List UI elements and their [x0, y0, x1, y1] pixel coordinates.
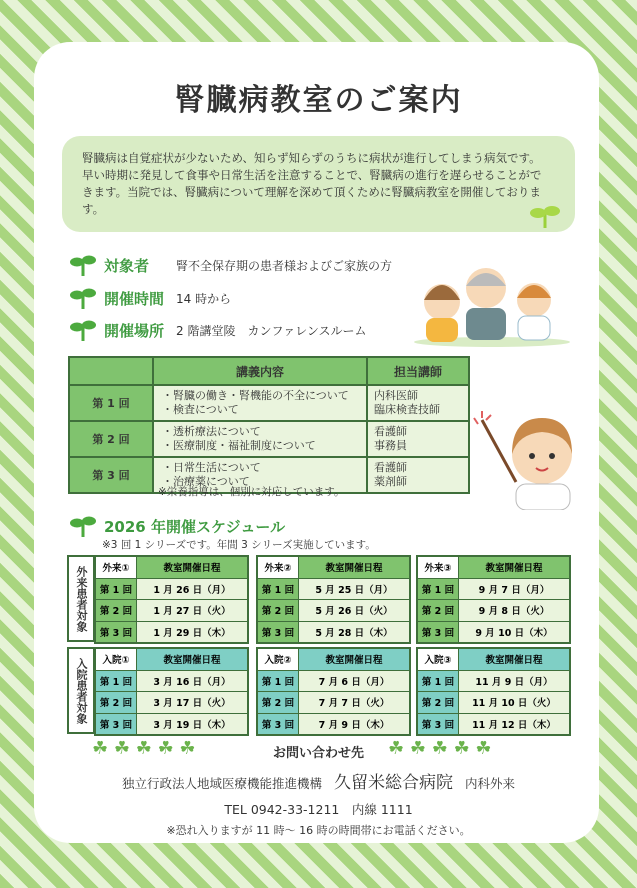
contact-org-line [0, 768, 637, 793]
table-row [418, 622, 569, 643]
session-number: 第 2 回 [418, 692, 459, 713]
contact-org: 独立行政法人地域医療機能推進機構 [121, 776, 322, 791]
lecture-topic: ・検査について [162, 403, 239, 416]
page-title: 腎臓病教室のご案内 [174, 83, 463, 118]
session-date: 3 月 19 日（木） [137, 714, 247, 735]
session-date: 1 月 26 日（月） [137, 579, 247, 600]
table-row [418, 671, 569, 693]
lecturer: 看護師 [374, 461, 407, 474]
session-number: 第 2 回 [418, 600, 459, 621]
schedule-header-row [96, 557, 247, 579]
session-date: 5 月 25 日（月） [299, 579, 409, 600]
schedule-group [94, 555, 249, 644]
session-date: 11 月 12 日（木） [459, 714, 569, 735]
table-row [418, 579, 569, 601]
column-header: 教室開催日程 [459, 649, 569, 670]
column-header: 教室開催日程 [459, 557, 569, 578]
lecture-topic: ・透析療法について [162, 425, 261, 438]
series-name: 外来③ [418, 557, 459, 578]
table-row [418, 600, 569, 622]
lecture-topic: ・日常生活について [162, 461, 261, 474]
clover-icon: ☘ ☘ ☘ ☘ ☘ [92, 738, 196, 759]
sprout-icon [530, 204, 560, 228]
info-value: 腎不全保存期の患者様およびご家族の方 [176, 258, 393, 273]
session-number: 第 3 回 [258, 714, 299, 735]
series-name: 外来① [96, 557, 137, 578]
session-number: 第 1 回 [96, 671, 137, 692]
sprout-icon [70, 254, 96, 276]
session-number: 第 3 回 [418, 714, 459, 735]
series-name: 入院① [96, 649, 137, 670]
table-row [258, 579, 409, 601]
session-date: 7 月 6 日（月） [299, 671, 409, 692]
lecture-topic: ・治療薬について [162, 475, 250, 488]
session-number: 第 2 回 [258, 600, 299, 621]
session-date: 7 月 9 日（木） [299, 714, 409, 735]
contact-note: ※恐れ入りますが 11 時～ 16 時の時間帯にお電話ください。 [166, 824, 471, 837]
nutrition-note: ※栄養指導は、個別に対応しています。 [158, 486, 345, 498]
session-number: 第 1 回 [418, 579, 459, 600]
session-number: 第 1 回 [96, 579, 137, 600]
session-number: 第 1 回 [418, 671, 459, 692]
session-date: 5 月 28 日（木） [299, 622, 409, 643]
session-date: 7 月 7 日（火） [299, 692, 409, 713]
contact-heading: お問い合わせ先 [272, 746, 364, 761]
series-note: ※3 回 1 シリーズです。年間 3 シリーズ実施しています。 [102, 539, 376, 551]
session-date: 11 月 9 日（月） [459, 671, 569, 692]
column-header: 教室開催日程 [137, 649, 247, 670]
sprout-icon [70, 319, 96, 341]
series-name: 入院② [258, 649, 299, 670]
table-row [258, 692, 409, 714]
info-label: 対象者 [104, 256, 150, 275]
session-date: 9 月 8 日（火） [459, 600, 569, 621]
nurse-illustration [472, 410, 582, 510]
table-row [96, 579, 247, 601]
sprout-icon [70, 287, 96, 309]
department: 内科外来 [465, 776, 516, 791]
table-row [96, 692, 247, 714]
session-number: 第 2 回 [96, 600, 137, 621]
session-number: 第 3 回 [258, 622, 299, 643]
session-number: 第 3 回 [96, 714, 137, 735]
info-value: 2 階講堂陵 カンファレンスルーム [176, 323, 367, 338]
family-illustration [412, 250, 572, 350]
schedule-group [256, 555, 411, 644]
column-header: 教室開催日程 [299, 557, 409, 578]
lecturer: 臨床検査技師 [374, 403, 440, 416]
table-row [96, 622, 247, 643]
table-row [258, 714, 409, 735]
lecture-topic: ・腎臓の働き・腎機能の不全について [162, 389, 349, 402]
table-row [96, 671, 247, 693]
sprout-icon [70, 515, 96, 537]
schedule-heading [70, 515, 285, 537]
lecturer: 薬剤師 [374, 475, 407, 488]
schedule-header-row [418, 649, 569, 671]
session-date: 11 月 10 日（火） [459, 692, 569, 713]
lecturer: 内科医師 [374, 389, 418, 402]
info-time [70, 287, 231, 309]
inpatient-side-label: 入院患者対象 [67, 647, 95, 734]
contact-phone: TEL 0942-33-1211 内線 1111 [224, 802, 413, 817]
schedule-header-row [418, 557, 569, 579]
table-row [258, 671, 409, 693]
session-number: 第 3 回 [69, 457, 153, 493]
table-row [258, 622, 409, 643]
session-date: 9 月 10 日（木） [459, 622, 569, 643]
table-header: 担当講師 [367, 357, 469, 385]
series-name: 外来② [258, 557, 299, 578]
session-date: 1 月 29 日（木） [137, 622, 247, 643]
session-number: 第 2 回 [69, 421, 153, 457]
session-number: 第 3 回 [418, 622, 459, 643]
info-label: 開催時間 [104, 289, 165, 308]
hospital-name: 久留米総合病院 [334, 773, 453, 793]
info-value: 14 時から [176, 291, 232, 306]
table-row [69, 421, 469, 457]
table-row [418, 714, 569, 735]
intro-text: 腎臓病は自覚症状が少ないため、知らず知らずのうちに病状が進行してしまう病気です。早い時期に発見して食事や日常生活を注意することで、腎臓病の進行を遅らせることができます。当院では、腎臓病について理解を深めて頂くために腎臓病教室を開催しております。 [82, 151, 542, 216]
table-row [96, 714, 247, 735]
schedule-group [416, 647, 571, 736]
schedule-group [94, 647, 249, 736]
intro-box [62, 136, 575, 232]
info-place [70, 319, 367, 341]
table-row [418, 692, 569, 714]
session-number: 第 3 回 [96, 622, 137, 643]
lecturer: 事務員 [374, 439, 407, 452]
session-date: 9 月 7 日（月） [459, 579, 569, 600]
outpatient-side-label: 外来患者対象 [67, 555, 95, 642]
lecture-table [68, 356, 470, 494]
session-number: 第 2 回 [96, 692, 137, 713]
schedule-header-row [258, 649, 409, 671]
schedule-header-row [96, 649, 247, 671]
table-row [96, 600, 247, 622]
table-header: 講義内容 [153, 357, 367, 385]
series-name: 入院③ [418, 649, 459, 670]
session-date: 1 月 27 日（火） [137, 600, 247, 621]
lecture-topic: ・医療制度・福祉制度について [162, 439, 316, 452]
lecturer: 看護師 [374, 425, 407, 438]
column-header: 教室開催日程 [299, 649, 409, 670]
schedule-group [256, 647, 411, 736]
session-number: 第 1 回 [258, 579, 299, 600]
schedule-group [416, 555, 571, 644]
session-number: 第 1 回 [258, 671, 299, 692]
table-row [69, 385, 469, 421]
schedule-title: 2026 年開催スケジュール [104, 517, 286, 536]
info-label: 開催場所 [104, 321, 165, 340]
session-date: 5 月 26 日（火） [299, 600, 409, 621]
clover-icon: ☘ ☘ ☘ ☘ ☘ [388, 738, 492, 759]
table-header [69, 357, 153, 385]
session-number: 第 1 回 [69, 385, 153, 421]
column-header: 教室開催日程 [137, 557, 247, 578]
session-number: 第 2 回 [258, 692, 299, 713]
session-date: 3 月 16 日（月） [137, 671, 247, 692]
session-date: 3 月 17 日（火） [137, 692, 247, 713]
schedule-header-row [258, 557, 409, 579]
table-row [258, 600, 409, 622]
info-target [70, 254, 392, 276]
